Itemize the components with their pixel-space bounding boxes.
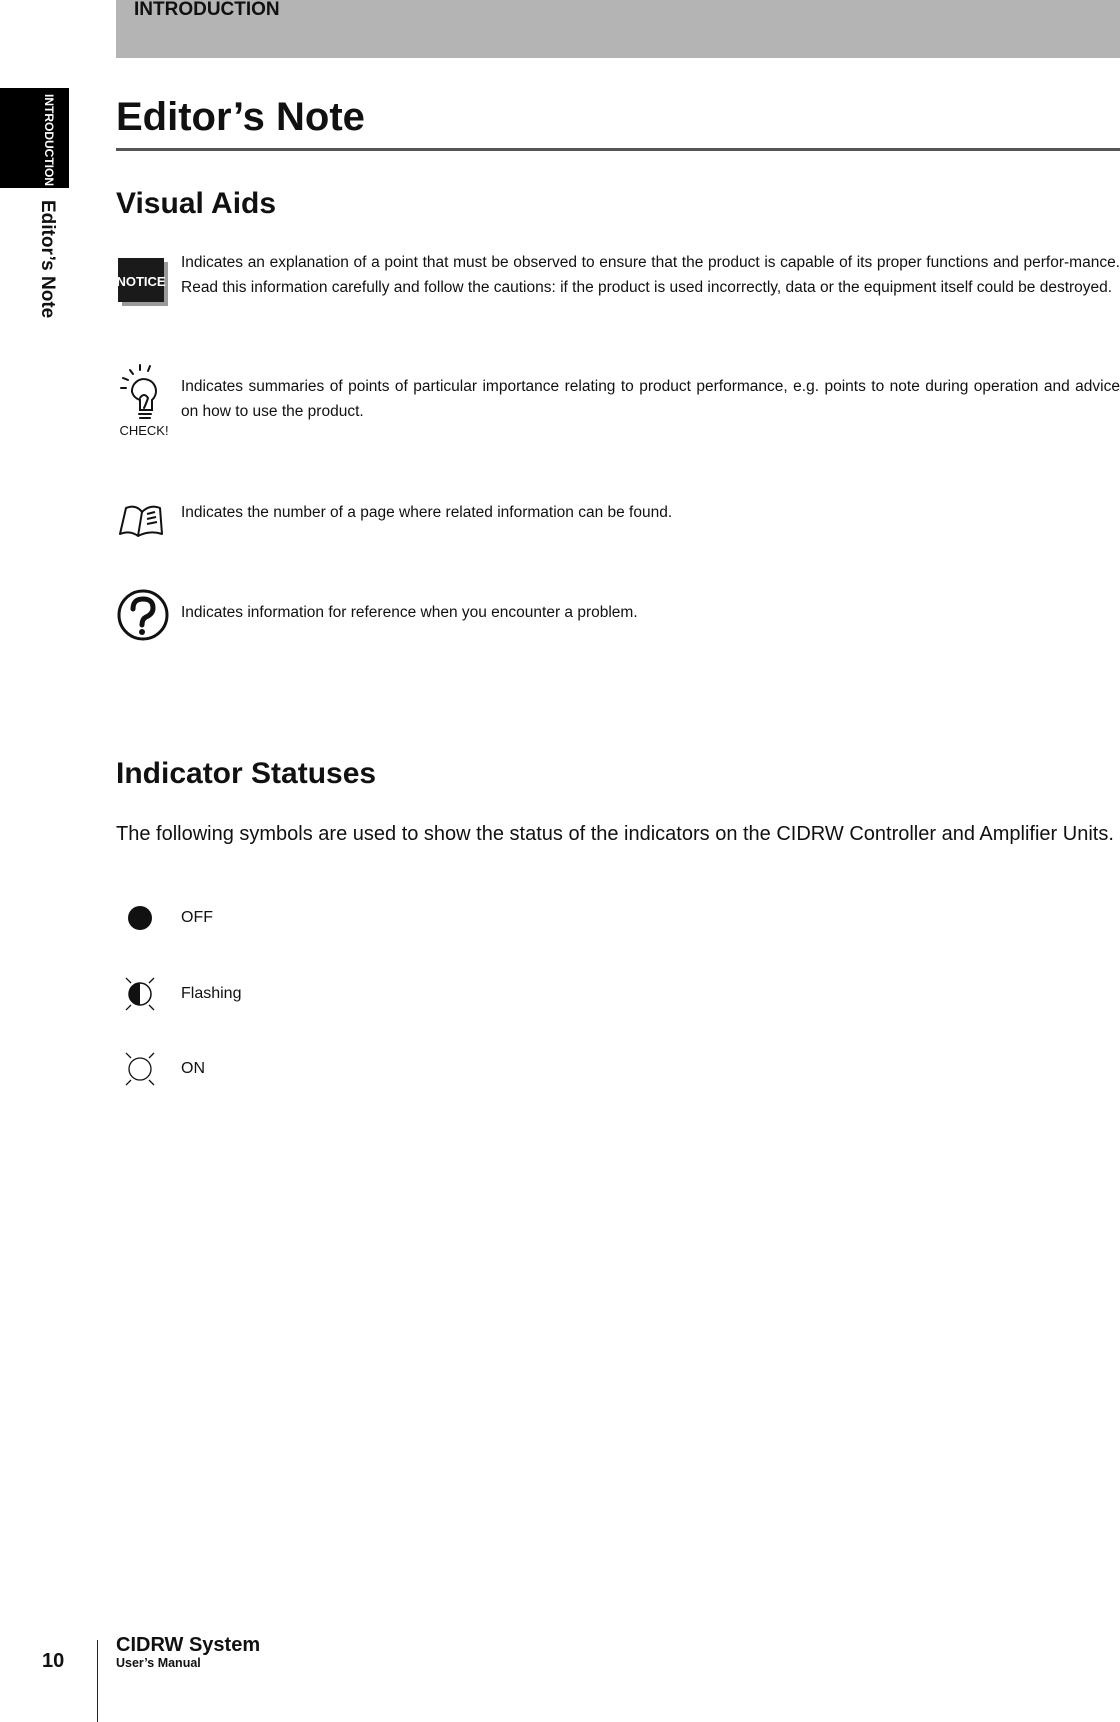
- visual-aid-check: [116, 364, 1120, 444]
- side-chapter-label: INTRODUCTION: [42, 94, 56, 186]
- status-label-on: ON: [181, 1060, 205, 1077]
- header-bar: [116, 0, 1120, 58]
- indicator-statuses-description: The following symbols are used to show the status of the indicators on the CIDRW Controller and Amplifier Units.: [116, 823, 1114, 845]
- visual-aid-troubleshooting: [116, 588, 1120, 644]
- status-label-off: OFF: [181, 909, 213, 926]
- svg-text:NOTICE: NOTICE: [116, 274, 166, 289]
- svg-text:CHECK!: CHECK!: [119, 423, 169, 438]
- status-row-flashing: [116, 975, 516, 1015]
- page-title: Editor’s Note: [116, 95, 365, 139]
- question-mark-icon: [116, 588, 170, 647]
- footer-product-name: CIDRW System: [116, 1634, 261, 1656]
- notice-description: Indicates an explanation of a point that must be observed to ensure that the product is capable of its proper functions and perfor-mance. Read this information carefully and follow the cautions: if the product is used incorrectly, data or the equipment itself could be destroyed.: [181, 254, 1120, 296]
- header-section-title: INTRODUCTION: [134, 0, 280, 20]
- side-section-label: Editor’s Note: [37, 200, 58, 319]
- check-description: Indicates summaries of points of particular importance relating to product performance, e.g. points to note during operation and advice on how to use the product.: [181, 378, 1120, 420]
- status-row-off: [116, 899, 516, 939]
- indicator-statuses-heading: Indicator Statuses: [116, 757, 377, 790]
- reference-book-icon: [116, 500, 166, 545]
- footer-manual-name: User’s Manual: [116, 1656, 201, 1670]
- reference-description: Indicates the number of a page where related information can be found.: [181, 504, 673, 521]
- status-label-flashing: Flashing: [181, 985, 242, 1002]
- indicator-off-icon: [124, 899, 164, 942]
- page-number: 10: [42, 1650, 65, 1672]
- troubleshooting-description: Indicates information for reference when you encounter a problem.: [181, 604, 638, 621]
- side-chapter-tab: [0, 88, 69, 188]
- status-row-on: [116, 1050, 516, 1090]
- notice-icon: [116, 256, 170, 313]
- check-lightbulb-icon: [116, 362, 172, 445]
- indicator-on-icon: [124, 1050, 164, 1093]
- visual-aid-reference: [116, 498, 1120, 548]
- visual-aid-notice: [116, 250, 1120, 330]
- indicator-flashing-icon: [124, 975, 164, 1018]
- title-divider: [116, 148, 1120, 151]
- visual-aids-heading: Visual Aids: [116, 187, 277, 220]
- footer-divider: [97, 1640, 98, 1722]
